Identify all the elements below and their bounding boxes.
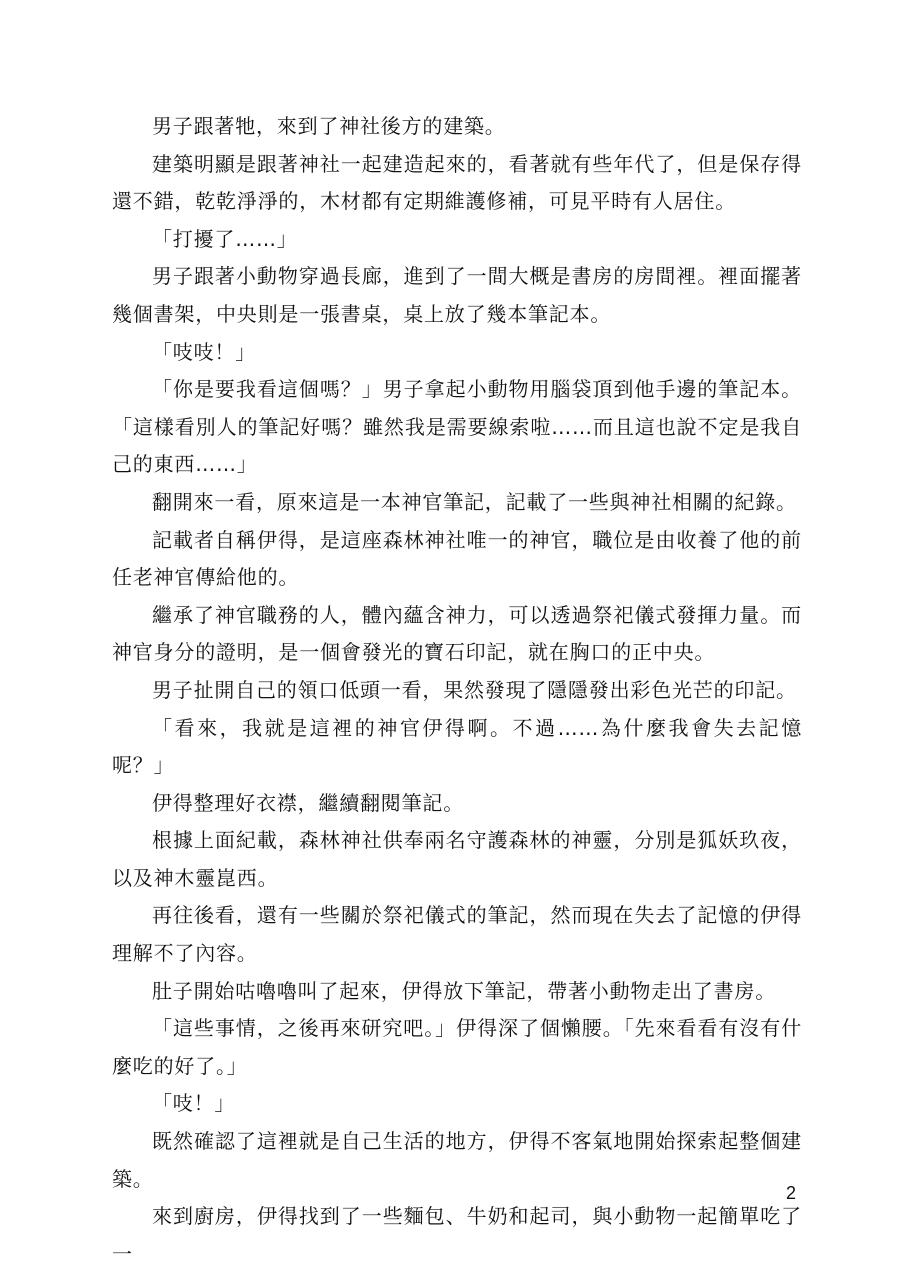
paragraph: 建築明顯是跟著神社一起建造起來的，看著就有些年代了，但是保存得還不錯，乾乾淨淨的，木材都有定期維護修補，可見平時有人居住。 bbox=[112, 151, 802, 214]
page-number: 2 bbox=[786, 1183, 797, 1203]
paragraph: 翻開來一看，原來這是一本神官筆記，記載了一些與神社相關的紀錄。 bbox=[152, 489, 797, 514]
paragraph: 既然確認了這裡就是自己生活的地方，伊得不客氣地開始探索起整個建築。 bbox=[112, 1129, 802, 1191]
paragraph: 「你是要我看這個嗎？」男子拿起小動物用腦袋頂到他手邊的筆記本。「這樣看別人的筆記好嗎？雖然我是需要線索啦……而且這也說不定是我自己的東西……」 bbox=[112, 377, 802, 477]
paragraph: 記載者自稱伊得，是這座森林神社唯一的神官，職位是由收養了他的前任老神官傳給他的。 bbox=[112, 527, 802, 590]
paragraph: 伊得整理好衣襟，繼續翻閱筆記。 bbox=[152, 790, 464, 815]
paragraph: 男子跟著牠，來到了神社後方的建築。 bbox=[152, 114, 506, 138]
paragraph: 男子跟著小動物穿過長廊，進到了一間大概是書房的房間裡。裡面擺著幾個書架，中央則是一張書桌，桌上放了幾本筆記本。 bbox=[112, 264, 802, 326]
paragraph: 「看來，我就是這裡的神官伊得啊。不過……為什麼我會失去記憶呢？」 bbox=[112, 715, 802, 778]
paragraph: 「吱吱！」 bbox=[152, 339, 256, 364]
body-text bbox=[112, 108, 802, 1273]
paragraph: 再往後看，還有一些關於祭祀儀式的筆記，然而現在失去了記憶的伊得理解不了內容。 bbox=[112, 903, 802, 966]
paragraph: 肚子開始咕嚕嚕叫了起來，伊得放下筆記，帶著小動物走出了書房。 bbox=[152, 978, 776, 1003]
paragraph: 「吱！」 bbox=[152, 1091, 236, 1116]
paragraph: 男子扯開自己的領口低頭一看，果然發現了隱隱發出彩色光芒的印記。 bbox=[152, 677, 797, 702]
paragraph: 「這些事情，之後再來研究吧。」伊得深了個懶腰。「先來看看有沒有什麼吃的好了。」 bbox=[112, 1016, 802, 1078]
paragraph: 根據上面紀載，森林神社供奉兩名守護森林的神靈，分別是狐妖玖夜，以及神木靈崑西。 bbox=[112, 828, 802, 890]
paragraph: 來到廚房，伊得找到了一些麵包、牛奶和起司，與小動物一起簡單吃了一 bbox=[112, 1204, 802, 1266]
paragraph: 繼承了神官職務的人，體內蘊含神力，可以透過祭祀儀式發揮力量。而神官身分的證明，是一個會發光的寶石印記，就在胸口的正中央。 bbox=[112, 602, 802, 665]
paragraph: 「打擾了……」 bbox=[152, 226, 298, 251]
